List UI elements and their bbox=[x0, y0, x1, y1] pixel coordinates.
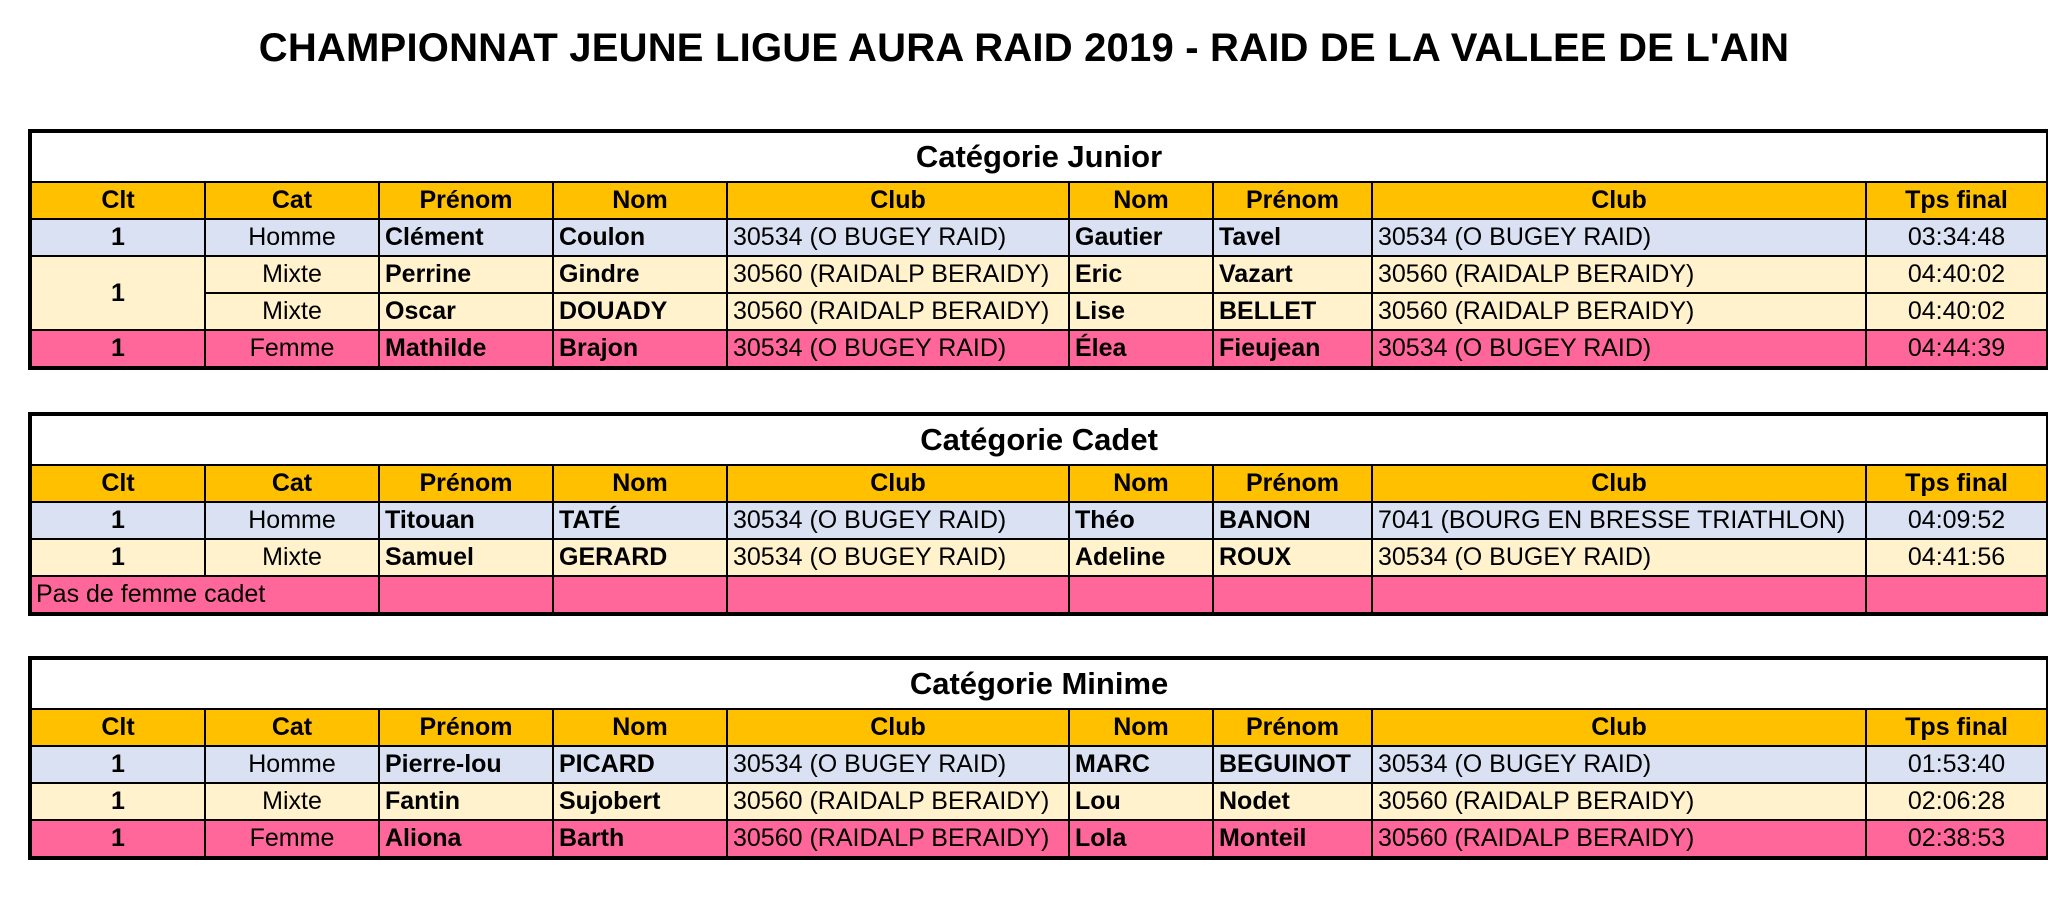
nom-cell: Barth bbox=[553, 820, 727, 857]
time-cell: 04:09:52 bbox=[1866, 502, 2047, 539]
rank-cell: 1 bbox=[31, 539, 205, 576]
header-clt: Clt bbox=[31, 182, 205, 219]
prenom-cell: Fieujean bbox=[1213, 330, 1372, 367]
club-cell: 30560 (RAIDALP BERAIDY) bbox=[727, 293, 1069, 330]
nom-cell: Élea bbox=[1069, 330, 1213, 367]
cat-cell: Mixte bbox=[205, 539, 379, 576]
nom-cell: Eric bbox=[1069, 256, 1213, 293]
prenom-cell: Samuel bbox=[379, 539, 553, 576]
rank-cell: 1 bbox=[31, 219, 205, 256]
cat-cell: Mixte bbox=[205, 256, 379, 293]
empty-cell bbox=[1213, 576, 1372, 613]
nom-cell: Lise bbox=[1069, 293, 1213, 330]
nom-cell: MARC bbox=[1069, 746, 1213, 783]
prenom-cell: Vazart bbox=[1213, 256, 1372, 293]
header-tps-final: Tps final bbox=[1866, 465, 2047, 502]
table-row bbox=[31, 576, 2047, 613]
rank-cell: 1 bbox=[31, 820, 205, 857]
rank-cell: 1 bbox=[31, 330, 205, 367]
prenom-cell: Nodet bbox=[1213, 783, 1372, 820]
header-prenom: Prénom bbox=[379, 465, 553, 502]
club-cell: 30560 (RAIDALP BERAIDY) bbox=[1372, 256, 1866, 293]
header-nom: Nom bbox=[1069, 182, 1213, 219]
time-cell: 04:40:02 bbox=[1866, 293, 2047, 330]
header-prenom: Prénom bbox=[1213, 709, 1372, 746]
nom-cell: Brajon bbox=[553, 330, 727, 367]
nom-cell: Coulon bbox=[553, 219, 727, 256]
time-cell: 04:44:39 bbox=[1866, 330, 2047, 367]
category-title: Catégorie Minime bbox=[31, 659, 2047, 709]
header-row bbox=[31, 709, 2047, 746]
cat-cell: Homme bbox=[205, 502, 379, 539]
table-row bbox=[31, 746, 2047, 783]
club-cell: 30534 (O BUGEY RAID) bbox=[1372, 219, 1866, 256]
club-cell: 30560 (RAIDALP BERAIDY) bbox=[1372, 783, 1866, 820]
category-title: Catégorie Junior bbox=[31, 132, 2047, 182]
table-row bbox=[31, 256, 2047, 293]
table-row bbox=[31, 293, 2047, 330]
header-nom: Nom bbox=[553, 182, 727, 219]
header-tps-final: Tps final bbox=[1866, 182, 2047, 219]
cat-cell: Femme bbox=[205, 330, 379, 367]
club-cell: 30560 (RAIDALP BERAIDY) bbox=[1372, 293, 1866, 330]
header-cat: Cat bbox=[205, 709, 379, 746]
nom-cell: Sujobert bbox=[553, 783, 727, 820]
table-row bbox=[31, 502, 2047, 539]
header-nom: Nom bbox=[1069, 465, 1213, 502]
time-cell: 04:41:56 bbox=[1866, 539, 2047, 576]
rank-cell: 1 bbox=[31, 502, 205, 539]
club-cell: 30534 (O BUGEY RAID) bbox=[727, 539, 1069, 576]
club-cell: 30534 (O BUGEY RAID) bbox=[727, 330, 1069, 367]
header-prenom: Prénom bbox=[379, 709, 553, 746]
rank-cell: 1 bbox=[31, 783, 205, 820]
header-club: Club bbox=[727, 709, 1069, 746]
empty-cell bbox=[553, 576, 727, 613]
nom-cell: Adeline bbox=[1069, 539, 1213, 576]
header-cat: Cat bbox=[205, 182, 379, 219]
club-cell: 30560 (RAIDALP BERAIDY) bbox=[727, 256, 1069, 293]
club-cell: 30534 (O BUGEY RAID) bbox=[1372, 330, 1866, 367]
prenom-cell: BEGUINOT bbox=[1213, 746, 1372, 783]
cadet-table bbox=[30, 414, 2048, 614]
time-cell: 01:53:40 bbox=[1866, 746, 2047, 783]
header-club: Club bbox=[727, 182, 1069, 219]
rank-cell: 1 bbox=[31, 256, 205, 330]
page-title: CHAMPIONNAT JEUNE LIGUE AURA RAID 2019 - RAID DE LA VALLEE DE L'AIN bbox=[258, 26, 1790, 70]
nom-cell: Lou bbox=[1069, 783, 1213, 820]
minime-table bbox=[30, 658, 2048, 858]
club-cell: 30534 (O BUGEY RAID) bbox=[727, 746, 1069, 783]
cat-cell: Mixte bbox=[205, 293, 379, 330]
prenom-cell: ROUX bbox=[1213, 539, 1372, 576]
empty-cell bbox=[1866, 576, 2047, 613]
category-title: Catégorie Cadet bbox=[31, 415, 2047, 465]
club-cell: 30560 (RAIDALP BERAIDY) bbox=[727, 820, 1069, 857]
header-prenom: Prénom bbox=[379, 182, 553, 219]
prenom-cell: Perrine bbox=[379, 256, 553, 293]
header-row bbox=[31, 465, 2047, 502]
header-clt: Clt bbox=[31, 465, 205, 502]
rank-cell: 1 bbox=[31, 746, 205, 783]
cat-cell: Homme bbox=[205, 746, 379, 783]
table-row bbox=[31, 820, 2047, 857]
nom-cell: Gindre bbox=[553, 256, 727, 293]
empty-cell bbox=[727, 576, 1069, 613]
nom-cell: Théo bbox=[1069, 502, 1213, 539]
header-club: Club bbox=[727, 465, 1069, 502]
empty-cell bbox=[1372, 576, 1866, 613]
header-club: Club bbox=[1372, 709, 1866, 746]
nom-cell: GERARD bbox=[553, 539, 727, 576]
cat-cell: Mixte bbox=[205, 783, 379, 820]
header-clt: Clt bbox=[31, 709, 205, 746]
header-prenom: Prénom bbox=[1213, 465, 1372, 502]
nom-cell: Lola bbox=[1069, 820, 1213, 857]
nom-cell: TATÉ bbox=[553, 502, 727, 539]
header-cat: Cat bbox=[205, 465, 379, 502]
prenom-cell: Fantin bbox=[379, 783, 553, 820]
prenom-cell: Clément bbox=[379, 219, 553, 256]
header-club: Club bbox=[1372, 182, 1866, 219]
header-nom: Nom bbox=[553, 465, 727, 502]
club-cell: 30534 (O BUGEY RAID) bbox=[1372, 539, 1866, 576]
header-nom: Nom bbox=[553, 709, 727, 746]
club-cell: 30534 (O BUGEY RAID) bbox=[727, 502, 1069, 539]
header-tps-final: Tps final bbox=[1866, 709, 2047, 746]
prenom-cell: Tavel bbox=[1213, 219, 1372, 256]
empty-cell bbox=[1069, 576, 1213, 613]
table-row bbox=[31, 539, 2047, 576]
prenom-cell: Titouan bbox=[379, 502, 553, 539]
nom-cell: PICARD bbox=[553, 746, 727, 783]
prenom-cell: Oscar bbox=[379, 293, 553, 330]
nom-cell: DOUADY bbox=[553, 293, 727, 330]
club-cell: 30560 (RAIDALP BERAIDY) bbox=[1372, 820, 1866, 857]
time-cell: 04:40:02 bbox=[1866, 256, 2047, 293]
no-entry-note: Pas de femme cadet bbox=[31, 576, 379, 613]
prenom-cell: Aliona bbox=[379, 820, 553, 857]
time-cell: 02:06:28 bbox=[1866, 783, 2047, 820]
table-row bbox=[31, 219, 2047, 256]
table-row bbox=[31, 330, 2047, 367]
time-cell: 02:38:53 bbox=[1866, 820, 2047, 857]
prenom-cell: Mathilde bbox=[379, 330, 553, 367]
prenom-cell: Monteil bbox=[1213, 820, 1372, 857]
header-row bbox=[31, 182, 2047, 219]
prenom-cell: Pierre-lou bbox=[379, 746, 553, 783]
header-club: Club bbox=[1372, 465, 1866, 502]
club-cell: 7041 (BOURG EN BRESSE TRIATHLON) bbox=[1372, 502, 1866, 539]
table-row bbox=[31, 783, 2047, 820]
prenom-cell: BANON bbox=[1213, 502, 1372, 539]
empty-cell bbox=[379, 576, 553, 613]
header-nom: Nom bbox=[1069, 709, 1213, 746]
club-cell: 30534 (O BUGEY RAID) bbox=[727, 219, 1069, 256]
club-cell: 30534 (O BUGEY RAID) bbox=[1372, 746, 1866, 783]
prenom-cell: BELLET bbox=[1213, 293, 1372, 330]
cat-cell: Femme bbox=[205, 820, 379, 857]
nom-cell: Gautier bbox=[1069, 219, 1213, 256]
header-prenom: Prénom bbox=[1213, 182, 1372, 219]
junior-table bbox=[30, 131, 2048, 368]
cat-cell: Homme bbox=[205, 219, 379, 256]
club-cell: 30560 (RAIDALP BERAIDY) bbox=[727, 783, 1069, 820]
time-cell: 03:34:48 bbox=[1866, 219, 2047, 256]
